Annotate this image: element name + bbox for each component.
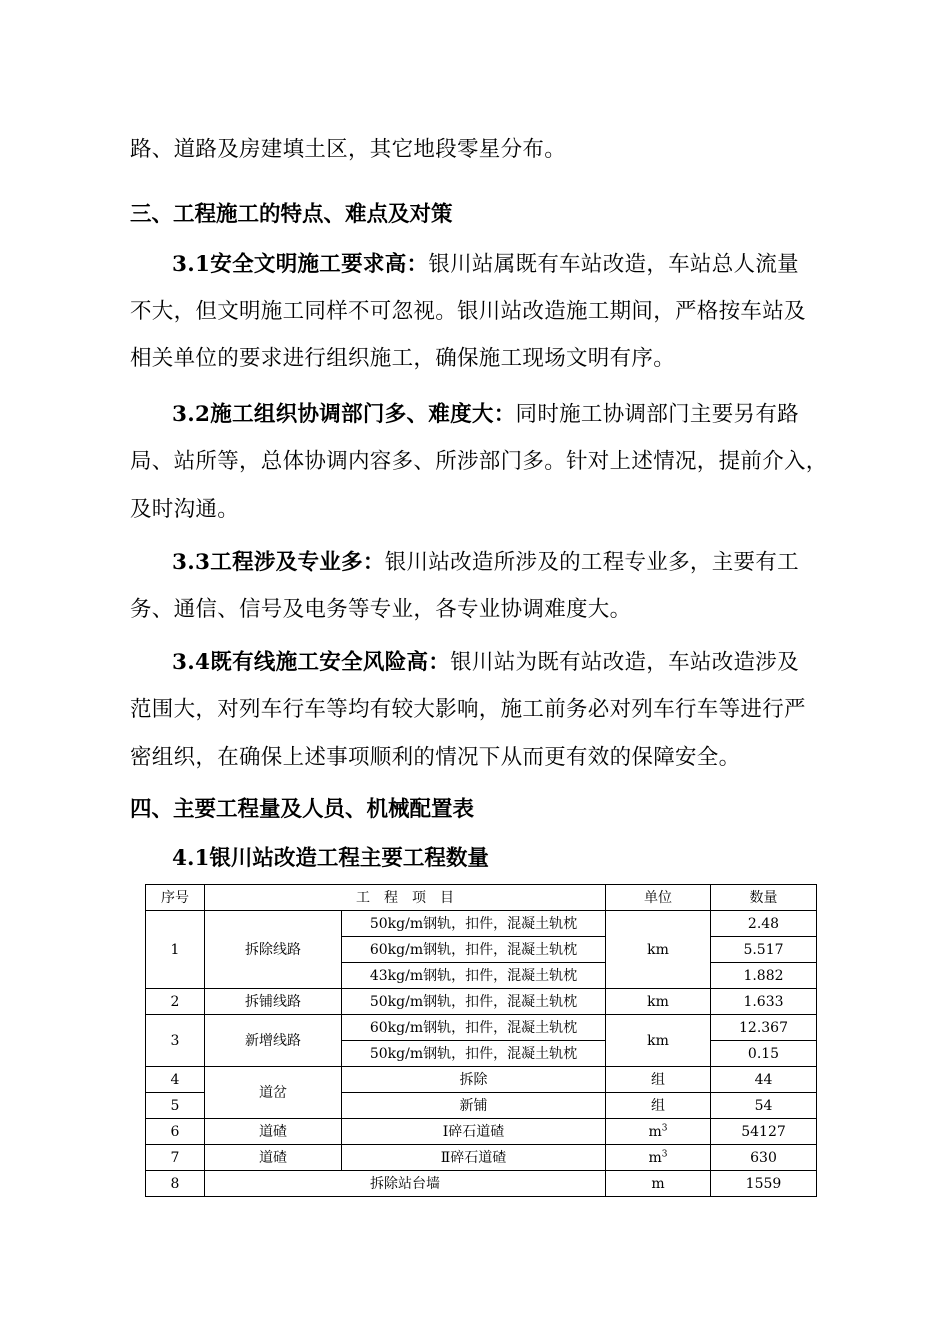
paragraph-3-1-line-2: 不大，但文明施工同样不可忽视。银川站改造施工期间，严格按车站及 [130,299,806,324]
cell-no: 4 [146,1067,205,1093]
cell-qty: 630 [711,1145,817,1171]
cell-qty: 2.48 [711,911,817,937]
paragraph-3-3-line-2: 务、通信、信号及电务等专业，各专业协调难度大。 [130,597,632,622]
cell-category: 新增线路 [205,1015,342,1067]
cell-item: 50kg/m钢轨，扣件，混凝土轨枕 [342,1041,606,1067]
header-item: 工 程 项 目 [205,885,606,911]
paragraph-3-3-heading: 3.3工程涉及专业多： [172,550,385,575]
cell-qty: 44 [711,1067,817,1093]
cell-item: 60kg/m钢轨，扣件，混凝土轨枕 [342,937,606,963]
table-row [146,1067,817,1093]
cell-unit: m [606,1171,711,1197]
cell-unit: km [606,1015,711,1067]
cell-unit: km [606,911,711,989]
header-no: 序号 [146,885,205,911]
cell-qty: 1.633 [711,989,817,1015]
cell-no: 8 [146,1171,205,1197]
cell-item: Ⅰ碎石道碴 [342,1119,606,1145]
paragraph-3-2-heading: 3.2施工组织协调部门多、难度大： [172,402,516,427]
table-header-row [146,885,817,911]
section-heading-3: 三、工程施工的特点、难点及对策 [130,202,453,227]
paragraph-3-4-line-3: 密组织，在确保上述事项顺利的情况下从而更有效的保障安全。 [130,745,741,770]
cell-item: Ⅱ碎石道碴 [342,1145,606,1171]
cell-no: 2 [146,989,205,1015]
cell-unit [606,1145,711,1171]
unit-text: m [648,1149,662,1166]
cell-qty: 0.15 [711,1041,817,1067]
unit-superscript: 3 [661,1148,668,1159]
paragraph-3-4-line-1 [172,648,799,678]
section-heading-4: 四、主要工程量及人员、机械配置表 [130,797,475,822]
cell-item: 新铺 [342,1093,606,1119]
paragraph-text: 银川站属既有车站改造，车站总人流量 [428,252,799,277]
cell-no: 7 [146,1145,205,1171]
cell-category: 拆铺线路 [205,989,342,1015]
paragraph-text: 银川站改造所涉及的工程专业多，主要有工 [384,550,799,575]
paragraph-text: 银川站为既有站改造，车站改造涉及 [450,650,799,675]
cell-qty: 54127 [711,1119,817,1145]
table-row [146,1171,817,1197]
paragraph-3-2-line-1 [172,400,799,430]
cell-item: 拆除 [342,1067,606,1093]
cell-no: 3 [146,1015,205,1067]
cell-unit: 组 [606,1093,711,1119]
header-qty: 数量 [711,885,817,911]
cell-unit [606,1119,711,1145]
cell-no: 1 [146,911,205,989]
table-row [146,989,817,1015]
paragraph-3-2-line-2: 局、站所等，总体协调内容多、所涉部门多。针对上述情况，提前介入， [130,449,828,474]
table-row [146,1119,817,1145]
paragraph-3-4-line-2: 范围大，对列车行车等均有较大影响，施工前务必对列车行车等进行严 [130,697,806,722]
cell-item: 60kg/m钢轨，扣件，混凝土轨枕 [342,1015,606,1041]
paragraph-line: 路、道路及房建填土区，其它地段零星分布。 [130,137,567,162]
paragraph-3-3-line-1 [172,548,799,578]
cell-category: 道岔 [205,1067,342,1119]
cell-item: 拆除站台墙 [205,1171,606,1197]
cell-category: 道碴 [205,1145,342,1171]
cell-qty: 1.882 [711,963,817,989]
paragraph-3-2-line-3: 及时沟通。 [130,497,240,522]
paragraph-3-1-line-3: 相关单位的要求进行组织施工，确保施工现场文明有序。 [130,346,676,371]
cell-no: 5 [146,1093,205,1119]
header-unit: 单位 [606,885,711,911]
cell-qty: 54 [711,1093,817,1119]
cell-qty: 5.517 [711,937,817,963]
cell-unit: km [606,989,711,1015]
cell-no: 6 [146,1119,205,1145]
paragraph-text: 同时施工协调部门主要另有路 [515,402,799,427]
cell-category: 拆除线路 [205,911,342,989]
unit-text: m [648,1123,662,1140]
table-row [146,1015,817,1041]
table-row [146,911,817,937]
table-row [146,1145,817,1171]
paragraph-3-4-heading: 3.4既有线施工安全风险高： [172,650,451,675]
paragraph-3-1-line-1 [172,250,799,280]
cell-category: 道碴 [205,1119,342,1145]
cell-qty: 12.367 [711,1015,817,1041]
quantity-table [145,884,817,1197]
cell-item: 50kg/m钢轨，扣件，混凝土轨枕 [342,911,606,937]
cell-unit: 组 [606,1067,711,1093]
paragraph-3-1-heading: 3.1安全文明施工要求高： [172,252,429,277]
table-title: 4.1银川站改造工程主要工程数量 [172,846,489,871]
cell-item: 43kg/m钢轨，扣件，混凝土轨枕 [342,963,606,989]
unit-superscript: 3 [661,1122,668,1133]
cell-item: 50kg/m钢轨，扣件，混凝土轨枕 [342,989,606,1015]
cell-qty: 1559 [711,1171,817,1197]
